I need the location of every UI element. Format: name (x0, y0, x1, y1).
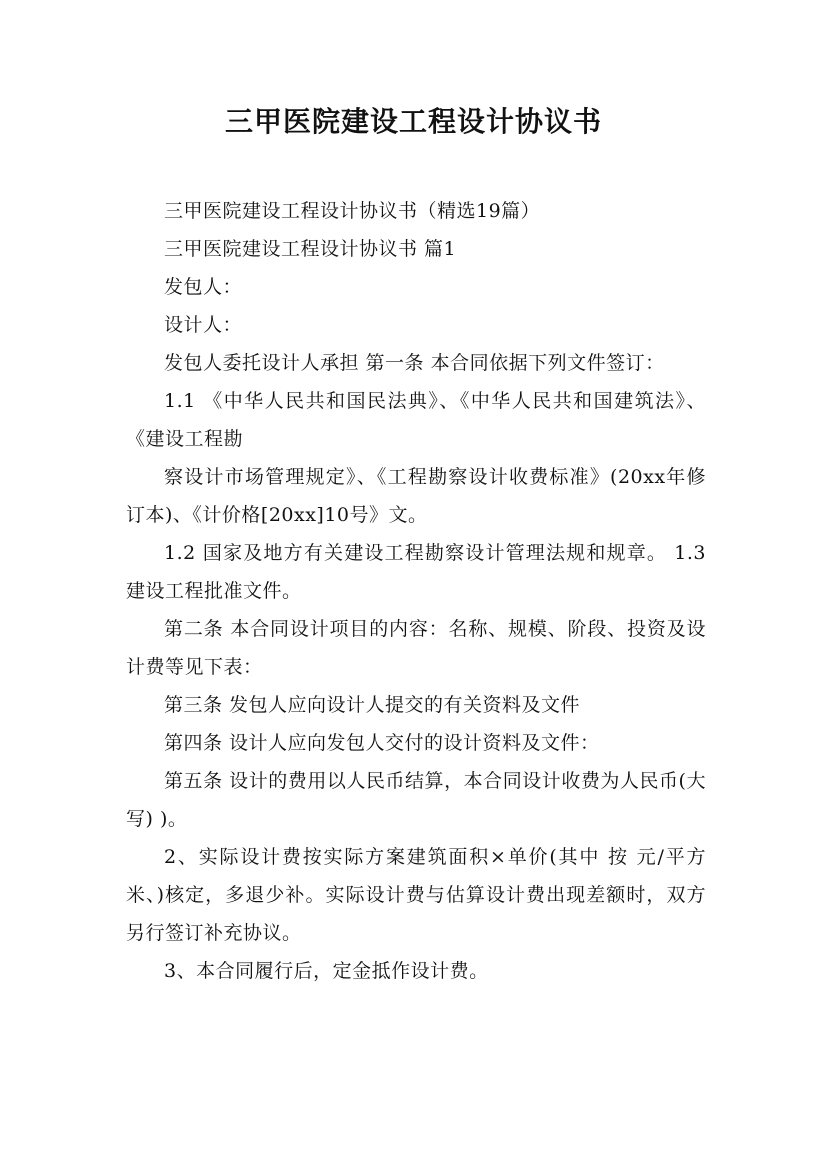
paragraph-section-heading: 三甲医院建设工程设计协议书 篇1 (164, 238, 457, 260)
paragraph-article-3: 第三条 发包人应向设计人提交的有关资料及文件 (164, 694, 581, 716)
document-title: 三甲医院建设工程设计协议书 (224, 105, 602, 138)
paragraph-article-5: 第五条 设计的费用以人民币结算，本合同设计收费为人民币(大写) )。 (126, 770, 706, 830)
paragraph-clause-1-2: 1.2 国家及地方有关建设工程勘察设计管理法规和规章。 1.3 建设工程批准文件。 (126, 542, 706, 602)
paragraph-designer: 设计人： (164, 314, 243, 336)
paragraph-article-1: 发包人委托设计人承担 第一条 本合同依据下列文件签订： (164, 352, 665, 374)
paragraph-employer: 发包人： (164, 276, 243, 298)
paragraph-clause-1-1-cont: 察设计市场管理规定》、《工程勘察设计收费标准》(20xx年修订本)、《计价格[20xx]10号》文。 (126, 466, 706, 526)
paragraph-subtitle: 三甲医院建设工程设计协议书（精选19篇） (164, 200, 541, 222)
paragraph-clause-3: 3、本合同履行后，定金抵作设计费。 (164, 960, 489, 982)
document-body (126, 192, 706, 990)
paragraph-clause-2: 2、实际设计费按实际方案建筑面积×单价(其中 按 元/平方米、)核定，多退少补。实际设计费与估算设计费出现差额时，双方另行签订补充协议。 (126, 846, 706, 944)
paragraph-clause-1-1: 1.1 《中华人民共和国民法典》、《中华人民共和国建筑法》、《建设工程勘 (126, 390, 706, 450)
paragraph-article-2: 第二条 本合同设计项目的内容：名称、规模、阶段、投资及设计费等见下表： (126, 618, 706, 678)
paragraph-article-4: 第四条 设计人应向发包人交付的设计资料及文件： (164, 732, 600, 754)
